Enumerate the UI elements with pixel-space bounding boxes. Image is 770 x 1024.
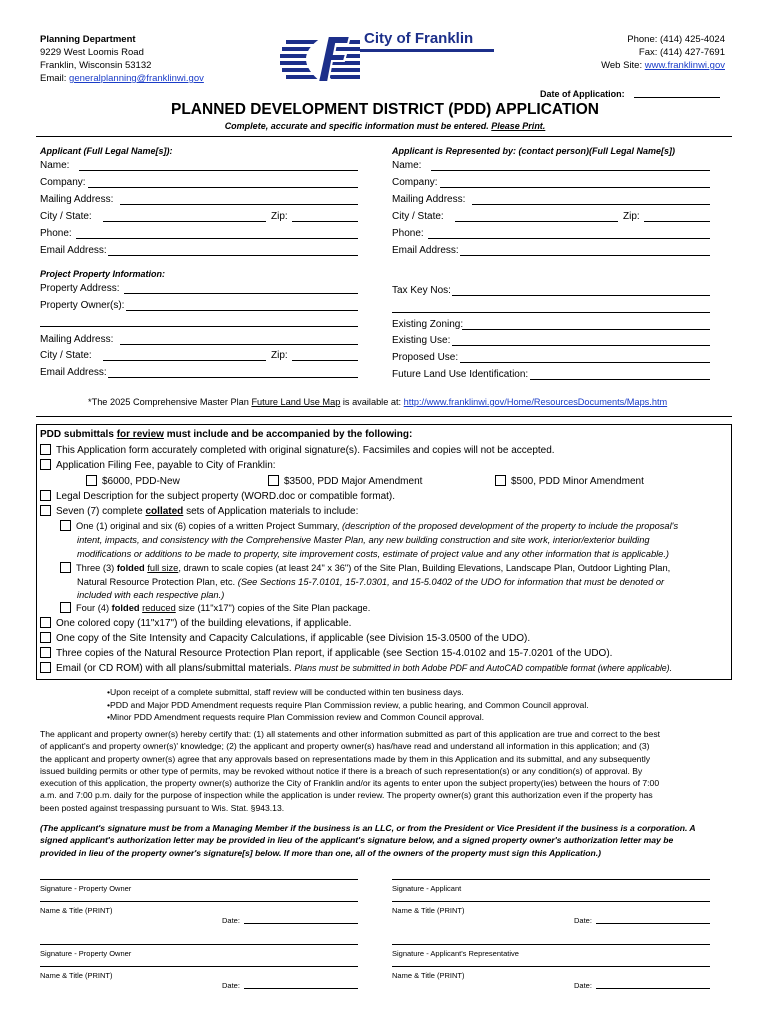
fullsize-line-2-italic: (See Sections 15-7.0101, 15-7.0301, and 15-5.0402 of the UDO for information that must be denoted or bbox=[237, 577, 665, 587]
web-label: Web Site: bbox=[601, 60, 643, 71]
fullsize-line-2 bbox=[77, 576, 664, 588]
subtitle-underlined: Please Print. bbox=[491, 121, 546, 131]
checkbox-sets[interactable] bbox=[40, 505, 51, 516]
fee-minor-text: $500, PDD Minor Amendment bbox=[511, 476, 644, 487]
submittals-heading-post: must include and be accompanied by the following: bbox=[166, 429, 413, 440]
property-owners-label: Property Owner(s): bbox=[40, 300, 125, 311]
item-fee-text: Application Filing Fee, payable to City of Franklin: bbox=[56, 460, 276, 471]
email-label: Email: bbox=[40, 73, 67, 84]
fee-new-text: $6000, PDD-New bbox=[102, 476, 180, 487]
email-link[interactable]: generalplanning@franklinwi.gov bbox=[69, 73, 204, 84]
plan-note-mid: is available at: bbox=[342, 397, 402, 407]
rep-phone-label: Phone: bbox=[392, 228, 424, 239]
future-land-use-map-text: Future Land Use Map bbox=[251, 397, 341, 407]
fullsize-underlined: full size bbox=[147, 563, 179, 573]
taxkey-label: Tax Key Nos: bbox=[392, 285, 451, 296]
certification-line: the applicant and property owner(s) agree that any approvals based on representations made by them in this Application and its submittal, and any subsequently bbox=[40, 753, 651, 764]
fax: Fax: (414) 427-7691 bbox=[638, 47, 725, 58]
proposed-use-label: Proposed Use: bbox=[392, 352, 459, 363]
submittals-heading-underlined: for review bbox=[116, 429, 164, 440]
rep-city-field[interactable] bbox=[455, 221, 618, 222]
date-of-application-label: Date of Application: bbox=[540, 89, 625, 99]
signature-note-line: signed applicant's authorization letter may be provided in lieu of the applicant's signature below, and a signed property owner's authorization letter may be bbox=[40, 835, 674, 846]
item-sets-post: sets of Application materials to include: bbox=[186, 506, 359, 517]
checkbox-summary[interactable] bbox=[60, 520, 71, 531]
applicant-city-label: City / State: bbox=[40, 211, 92, 222]
sub-item-fullsize bbox=[60, 562, 670, 574]
summary-line-2: intent, impacts, and consistency with the Comprehensive Master Plan, any new building construction and site work, interior/exterior building bbox=[77, 535, 650, 545]
review-note: •PDD and Major PDD Amendment requests require Plan Commission review, a public hearing, and Common Council approval. bbox=[107, 699, 589, 710]
logo-text: City of Franklin bbox=[364, 30, 474, 47]
owner-date-field[interactable] bbox=[244, 923, 358, 924]
existing-use-label: Existing Use: bbox=[392, 335, 451, 346]
fee-major bbox=[268, 475, 422, 488]
property-address-field[interactable] bbox=[124, 293, 358, 294]
date-of-application-field[interactable] bbox=[634, 97, 720, 98]
checkbox-intensity[interactable] bbox=[40, 632, 51, 643]
checkbox-fee-major[interactable] bbox=[268, 475, 279, 486]
certification-line: a.m. and 7:00 p.m. daily for the purpose of inspection while the application is under review. The property owner(s) grant this authorization even if the property has bbox=[40, 790, 653, 801]
applicant-phone-label: Phone: bbox=[40, 228, 72, 239]
item-legal-text: Legal Description for the subject property (WORD.doc or compatible format). bbox=[56, 491, 396, 502]
item-sets-pre: Seven (7) complete bbox=[56, 506, 143, 517]
property-address-label: Property Address: bbox=[40, 283, 120, 294]
item-sets-collated: collated bbox=[145, 506, 184, 517]
certification-text bbox=[40, 728, 722, 814]
review-note: •Upon receipt of a complete submittal, staff review will be conducted within ten business days. bbox=[107, 687, 464, 697]
owner-name-field[interactable] bbox=[40, 901, 358, 902]
rep-city-label: City / State: bbox=[392, 211, 444, 222]
mid-divider bbox=[36, 416, 732, 417]
project-mailing-field[interactable] bbox=[120, 344, 358, 345]
submittal-item-natural bbox=[40, 647, 612, 660]
plan-note bbox=[88, 396, 667, 408]
rep-mailing-field[interactable] bbox=[472, 204, 710, 205]
rep-date-field[interactable] bbox=[596, 988, 710, 989]
project-city-label: City / State: bbox=[40, 350, 92, 361]
subtitle-text: Complete, accurate and specific information must be entered. bbox=[224, 121, 489, 131]
reduced-post: size (11"x17") copies of the Site Plan package. bbox=[178, 603, 371, 613]
city-logo bbox=[276, 28, 496, 90]
submittals-heading-pre: PDD submittals bbox=[40, 429, 114, 440]
proposed-use-field[interactable] bbox=[460, 362, 710, 363]
applicant-name-label: Name: bbox=[40, 160, 70, 171]
applicant-mailing-label: Mailing Address: bbox=[40, 194, 114, 205]
applicant-phone-field[interactable] bbox=[76, 238, 358, 239]
project-zip-label: Zip: bbox=[271, 350, 288, 361]
rep-date-label: Date: bbox=[574, 981, 592, 990]
dept-name: Planning Department bbox=[40, 34, 136, 45]
certification-line: execution of this application, the property owner(s) authorize the City of Franklin and/or its agents to enter upon the subject property(ies) between the hours of 7:00 bbox=[40, 778, 660, 789]
applicant-date-label: Date: bbox=[574, 916, 592, 925]
owner2-signature-label: Signature - Property Owner bbox=[40, 949, 132, 958]
address-line-2: Franklin, Wisconsin 53132 bbox=[40, 60, 152, 71]
checkbox-colored[interactable] bbox=[40, 617, 51, 628]
checkbox-email[interactable] bbox=[40, 662, 51, 673]
checkbox-legal[interactable] bbox=[40, 490, 51, 501]
rep-name-field[interactable] bbox=[431, 170, 710, 171]
submittals-heading bbox=[40, 429, 412, 441]
applicant-name-field[interactable] bbox=[79, 170, 358, 171]
applicant-signature-field[interactable] bbox=[392, 879, 710, 880]
owner2-date-label: Date: bbox=[222, 981, 240, 990]
sub-item-reduced bbox=[60, 602, 370, 614]
rep-company-label: Company: bbox=[392, 177, 438, 188]
checkbox-fee-minor[interactable] bbox=[495, 475, 506, 486]
zoning-field[interactable] bbox=[462, 329, 710, 330]
review-notes bbox=[107, 686, 589, 724]
signature-note-line: (The applicant's signature must be from a Managing Member if the business is an LLC, or from the President or Vice President if the business is a corporation. A bbox=[40, 823, 696, 833]
checkbox-fullsize[interactable] bbox=[60, 562, 71, 573]
reduced-folded: folded bbox=[111, 603, 140, 613]
address-line-1: 9229 West Loomis Road bbox=[40, 47, 144, 58]
fee-new bbox=[86, 475, 180, 488]
applicant-zip-field[interactable] bbox=[292, 221, 358, 222]
rep-mailing-label: Mailing Address: bbox=[392, 194, 466, 205]
applicant-company-label: Company: bbox=[40, 177, 86, 188]
rep-email-field[interactable] bbox=[460, 255, 710, 256]
applicant-city-field[interactable] bbox=[103, 221, 266, 222]
certification-line: issued building permits or other type of permits, may be revoked without notice if there is a breach of such representation(s) or any condition(s) of approval. By bbox=[40, 765, 643, 776]
reduced-underlined: reduced bbox=[142, 603, 176, 613]
future-land-use-label: Future Land Use Identification: bbox=[392, 369, 529, 380]
project-email-field[interactable] bbox=[108, 377, 358, 378]
owner-signature-label: Signature - Property Owner bbox=[40, 884, 132, 893]
fee-minor bbox=[495, 475, 644, 488]
summary-line-3: modifications or additions to be made to property, site improvement costs, estimate of project value and any other information that is applicable.) bbox=[77, 549, 670, 559]
fullsize-line-3: included with each respective plan.) bbox=[77, 590, 225, 600]
applicant-name-sig-field[interactable] bbox=[392, 901, 710, 902]
rep-name-label: Name: bbox=[392, 160, 422, 171]
summary-pre: One (1) original and six (6) copies of a written Project Summary, bbox=[76, 521, 340, 531]
fee-major-text: $3500, PDD Major Amendment bbox=[284, 476, 423, 487]
certification-line: of applicant's and property owner(s)' knowledge; (2) the applicant and property owner(s) has/have read and understand all information in this application; and (3) bbox=[40, 741, 650, 752]
submittal-item-email bbox=[40, 662, 672, 675]
maps-link[interactable]: http://www.franklinwi.gov/Home/ResourcesDocuments/Maps.htm bbox=[403, 397, 668, 407]
fullsize-pre: Three (3) bbox=[76, 563, 115, 573]
checkbox-fee[interactable] bbox=[40, 459, 51, 470]
owner-date-label: Date: bbox=[222, 916, 240, 925]
owner2-date-field[interactable] bbox=[244, 988, 358, 989]
project-email-label: Email Address: bbox=[40, 367, 107, 378]
rep-email-label: Email Address: bbox=[392, 245, 459, 256]
applicant-zip-label: Zip: bbox=[271, 211, 288, 222]
summary-italic-1: (description of the proposed development of the property to include the proposal's bbox=[341, 521, 679, 531]
item-intensity-text: One copy of the Site Intensity and Capacity Calculations, if applicable (see Division 15-3.0500 of the UDO). bbox=[56, 633, 531, 644]
submittal-item-intensity bbox=[40, 632, 530, 645]
header-address bbox=[40, 33, 204, 85]
submittal-item-form bbox=[40, 444, 555, 457]
applicant-date-field[interactable] bbox=[596, 923, 710, 924]
web-link[interactable]: www.franklinwi.gov bbox=[644, 60, 725, 71]
rep-company-field[interactable] bbox=[440, 187, 710, 188]
rep-name-sig-label: Name & Title (PRINT) bbox=[392, 971, 465, 980]
rep-zip-label: Zip: bbox=[623, 211, 640, 222]
item-colored-text: One colored copy (11"x17") of the building elevations, if applicable. bbox=[56, 618, 352, 629]
owner-signature-field[interactable] bbox=[40, 879, 358, 880]
rep-phone-field[interactable] bbox=[428, 238, 710, 239]
owner-name-label: Name & Title (PRINT) bbox=[40, 906, 113, 915]
owner2-signature-field[interactable] bbox=[40, 944, 358, 945]
checkbox-form[interactable] bbox=[40, 444, 51, 455]
plan-note-text: *The 2025 Comprehensive Master Plan bbox=[88, 397, 249, 407]
rep-signature-label: Signature - Applicant's Representative bbox=[392, 949, 519, 958]
taxkey-field[interactable] bbox=[452, 295, 710, 296]
signature-note bbox=[40, 822, 722, 859]
project-city-field[interactable] bbox=[103, 360, 266, 361]
page-subtitle bbox=[0, 121, 770, 131]
reduced-pre: Four (4) bbox=[76, 603, 110, 613]
applicant-company-field[interactable] bbox=[88, 187, 358, 188]
taxkey-field-2[interactable] bbox=[392, 312, 710, 313]
header-contact bbox=[601, 33, 725, 72]
property-owners-field-2[interactable] bbox=[40, 326, 358, 327]
fullsize-line-2-pre: Natural Resource Protection Plan, etc. bbox=[77, 577, 236, 587]
property-owners-field[interactable] bbox=[126, 310, 358, 311]
certification-line: The applicant and property owner(s) hereby certify that: (1) all statements and other information submitted as part of this application are true and correct to the best bbox=[40, 729, 661, 739]
checkbox-natural[interactable] bbox=[40, 647, 51, 658]
applicant-mailing-field[interactable] bbox=[120, 204, 358, 205]
fullsize-folded: folded bbox=[116, 563, 145, 573]
project-mailing-label: Mailing Address: bbox=[40, 334, 114, 345]
submittal-item-sets bbox=[40, 505, 358, 518]
review-note: •Minor PDD Amendment requests require Plan Commission review and Common Council approval. bbox=[107, 712, 484, 722]
sub-item-summary bbox=[60, 520, 678, 532]
applicant-signature-label: Signature - Applicant bbox=[392, 884, 462, 893]
applicant-name-sig-label: Name & Title (PRINT) bbox=[392, 906, 465, 915]
zoning-label: Existing Zoning: bbox=[392, 319, 464, 330]
item-email-pre: Email (or CD ROM) with all plans/submittal materials. bbox=[56, 663, 292, 674]
top-divider bbox=[36, 136, 732, 137]
project-zip-field[interactable] bbox=[292, 360, 358, 361]
submittal-item-fee bbox=[40, 459, 276, 472]
item-form-text: This Application form accurately completed with original signature(s). Facsimiles and copies will not be accepted. bbox=[56, 445, 555, 456]
submittal-item-colored bbox=[40, 617, 351, 630]
existing-use-field[interactable] bbox=[452, 345, 710, 346]
applicant-email-label: Email Address: bbox=[40, 245, 107, 256]
item-natural-text: Three copies of the Natural Resource Protection Plan report, if applicable (see Section 15-4.0102 and 15-7.0201 of the UDO). bbox=[56, 648, 613, 659]
future-land-use-field[interactable] bbox=[530, 379, 710, 380]
checkbox-reduced[interactable] bbox=[60, 602, 71, 613]
rep-heading: Applicant is Represented by: (contact person)(Full Legal Name[s]) bbox=[392, 146, 676, 156]
applicant-email-field[interactable] bbox=[108, 255, 358, 256]
rep-name-sig-field[interactable] bbox=[392, 966, 710, 967]
rep-zip-field[interactable] bbox=[644, 221, 710, 222]
applicant-heading: Applicant (Full Legal Name[s]): bbox=[40, 146, 173, 156]
checkbox-fee-new[interactable] bbox=[86, 475, 97, 486]
rep-signature-field[interactable] bbox=[392, 944, 710, 945]
owner2-name-field[interactable] bbox=[40, 966, 358, 967]
fullsize-post: , drawn to scale copies (at least 24" x 36") of the Site Plan, Building Elevations, Landscape Plan, Outdoor Lighting Plan, bbox=[178, 563, 671, 573]
phone: Phone: (414) 425-4024 bbox=[627, 34, 725, 45]
owner2-name-label: Name & Title (PRINT) bbox=[40, 971, 113, 980]
project-heading: Project Property Information: bbox=[40, 269, 166, 279]
submittal-item-legal bbox=[40, 490, 395, 503]
item-email-italic: Plans must be submitted in both Adobe PDF and AutoCAD compatible format (where applicable). bbox=[294, 663, 673, 673]
page-title: PLANNED DEVELOPMENT DISTRICT (PDD) APPLICATION bbox=[171, 101, 599, 118]
certification-line: been posted against trespassing pursuant to Wis. Stat. §943.13. bbox=[40, 802, 285, 813]
signature-note-line: provided in lieu of the property owner's signature[s] below. If more than one, all of the owners of the property must sign this Application.) bbox=[40, 847, 602, 858]
